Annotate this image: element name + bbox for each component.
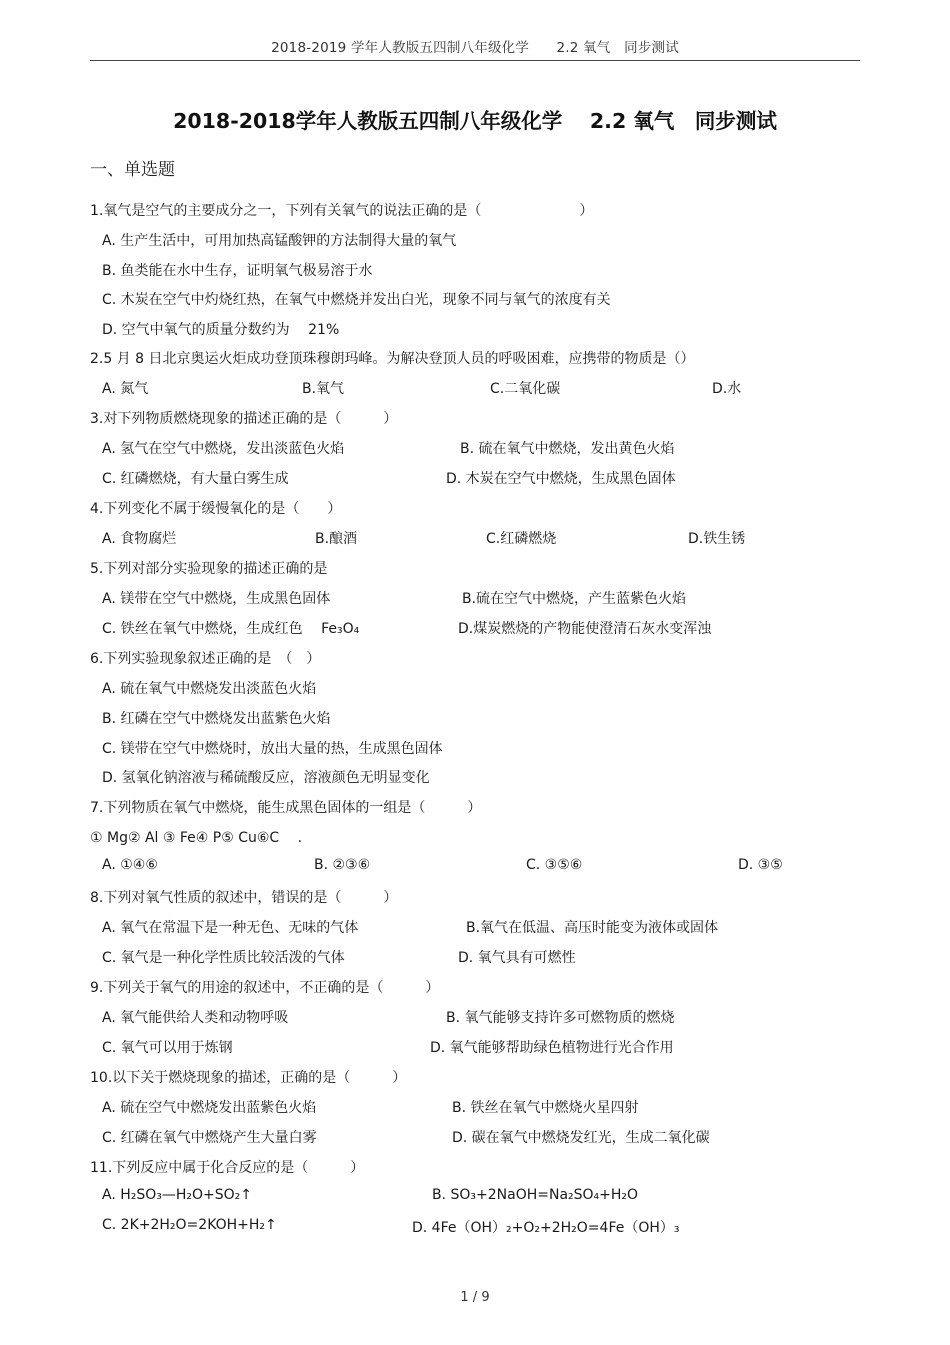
- header-divider: [90, 60, 860, 61]
- option-10d: D. 碳在氧气中燃烧发红光，生成二氧化碳: [452, 1130, 710, 1146]
- option-7a: A. ①④⑥: [102, 857, 158, 873]
- running-header: 2018-2019 学年人教版五四制八年级化学 2.2 氧气 同步测试: [271, 40, 679, 56]
- option-10c: C. 红磷在氧气中燃烧产生大量白雾: [102, 1130, 317, 1146]
- question-6: 6.下列实验现象叙述正确的是 （ ）: [90, 651, 321, 667]
- option-1d: D. 空气中氧气的质量分数约为 21%: [102, 322, 340, 338]
- option-9a: A. 氧气能供给人类和动物呼吸: [102, 1010, 289, 1026]
- option-10b: B. 铁丝在氧气中燃烧火星四射: [452, 1100, 639, 1116]
- question-1: 1.氧气是空气的主要成分之一，下列有关氧气的说法正确的是（ ）: [90, 203, 594, 219]
- option-1b: B. 鱼类能在水中生存，证明氧气极易溶于水: [102, 263, 373, 279]
- option-7c: C. ③⑤⑥: [526, 857, 583, 873]
- option-3c: C. 红磷燃烧，有大量白雾生成: [102, 471, 289, 487]
- option-9d: D. 氧气能够帮助绿色植物进行光合作用: [430, 1040, 674, 1056]
- question-7-substances: ① Mg② Al ③ Fe④ P⑤ Cu⑥C .: [90, 830, 303, 846]
- option-5a: A. 镁带在空气中燃烧，生成黑色固体: [102, 591, 331, 607]
- option-7d: D. ③⑤: [738, 857, 783, 873]
- option-5b: B.硫在空气中燃烧，产生蓝紫色火焰: [462, 591, 687, 607]
- option-8d: D. 氧气具有可燃性: [458, 950, 576, 966]
- option-11a: A. H₂SO₃—H₂O+SO₂↑: [102, 1187, 253, 1203]
- option-7b: B. ②③⑥: [314, 857, 371, 873]
- option-6b: B. 红磷在空气中燃烧发出蓝紫色火焰: [102, 711, 331, 727]
- question-10: 10.以下关于燃烧现象的描述，正确的是（ ）: [90, 1070, 407, 1086]
- option-9b: B. 氧气能够支持许多可燃物质的燃烧: [446, 1010, 675, 1026]
- option-11b: B. SO₃+2NaOH=Na₂SO₄+H₂O: [432, 1187, 639, 1203]
- document-title: 2018-2018学年人教版五四制八年级化学 2.2 氧气 同步测试: [173, 109, 777, 133]
- question-11: 11.下列反应中属于化合反应的是（ ）: [90, 1160, 365, 1176]
- option-1c: C. 木炭在空气中灼烧红热，在氧气中燃烧并发出白光，现象不同与氧气的浓度有关: [102, 292, 611, 308]
- option-11c: C. 2K+2H₂O=2KOH+H₂↑: [102, 1217, 277, 1233]
- option-6a: A. 硫在氧气中燃烧发出淡蓝色火焰: [102, 681, 317, 697]
- option-6d: D. 氢氧化钠溶液与稀硫酸反应，溶液颜色无明显变化: [102, 770, 430, 786]
- question-5: 5.下列对部分实验现象的描述正确的是: [90, 561, 328, 577]
- option-4c: C.红磷燃烧: [486, 531, 557, 547]
- option-3a: A. 氢气在空气中燃烧，发出淡蓝色火焰: [102, 441, 345, 457]
- question-9: 9.下列关于氧气的用途的叙述中，不正确的是（ ）: [90, 980, 440, 996]
- option-11d: D. 4Fe（OH）₂+O₂+2H₂O=4Fe（OH）₃: [412, 1220, 680, 1236]
- option-9c: C. 氧气可以用于炼钢: [102, 1040, 233, 1056]
- option-4d: D.铁生锈: [688, 531, 746, 547]
- option-8c: C. 氧气是一种化学性质比较活泼的气体: [102, 950, 345, 966]
- option-2b: B.氧气: [302, 381, 345, 397]
- option-2d: D.水: [712, 381, 742, 397]
- option-8a: A. 氧气在常温下是一种无色、无味的气体: [102, 920, 359, 936]
- option-5d: D.煤炭燃烧的产物能使澄清石灰水变浑浊: [458, 621, 712, 637]
- option-1a: A. 生产生活中，可用加热高锰酸钾的方法制得大量的氧气: [102, 233, 457, 249]
- page-number: 1 / 9: [460, 1290, 490, 1305]
- question-3: 3.对下列物质燃烧现象的描述正确的是（ ）: [90, 411, 398, 427]
- option-3b: B. 硫在氧气中燃烧，发出黄色火焰: [460, 441, 675, 457]
- question-2: 2.5 月 8 日北京奥运火炬成功登顶珠穆朗玛峰。为解决登顶人员的呼吸困难，应携带的物质是（）: [90, 351, 695, 367]
- option-4b: B.酿酒: [315, 531, 358, 547]
- option-8b: B.氧气在低温、高压时能变为液体或固体: [466, 920, 719, 936]
- option-5c: C. 铁丝在氧气中燃烧，生成红色 Fe₃O₄: [102, 621, 360, 637]
- option-3d: D. 木炭在空气中燃烧，生成黑色固体: [446, 471, 676, 487]
- option-4a: A. 食物腐烂: [102, 531, 177, 547]
- option-10a: A. 硫在空气中燃烧发出蓝紫色火焰: [102, 1100, 317, 1116]
- question-4: 4.下列变化不属于缓慢氧化的是（ ）: [90, 501, 342, 517]
- question-8: 8.下列对氧气性质的叙述中，错误的是（ ）: [90, 890, 398, 906]
- option-2a: A. 氮气: [102, 381, 149, 397]
- option-2c: C.二氧化碳: [490, 381, 561, 397]
- section-heading: 一、单选题: [90, 160, 175, 180]
- option-6c: C. 镁带在空气中燃烧时，放出大量的热，生成黑色固体: [102, 741, 443, 757]
- question-7: 7.下列物质在氧气中燃烧，能生成黑色固体的一组是（ ）: [90, 800, 482, 816]
